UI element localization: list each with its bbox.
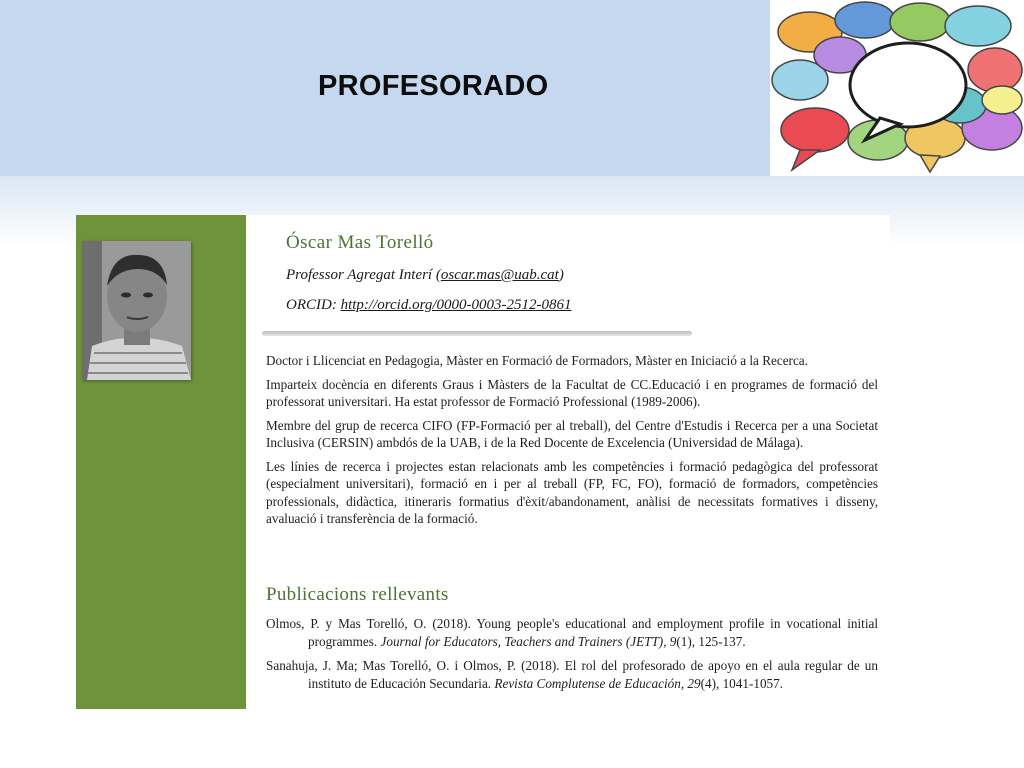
publications-list bbox=[266, 615, 878, 699]
profile-photo bbox=[82, 241, 191, 380]
bio-paragraph: Membre del grup de recerca CIFO (FP-Formació per al treball), del Centre d'Estudis i Recerca per a una Societat Inclusiva (CERSIN) ambdós de la UAB, i de la Red Docente de Excelencia (Universidad de Málaga). bbox=[266, 417, 878, 450]
email-link[interactable]: oscar.mas@uab.cat bbox=[440, 267, 559, 283]
divider bbox=[262, 331, 692, 336]
bio-paragraph: Les línies de recerca i projectes estan relacionats amb les competències i formació pedagògica del professorat (especialment universitari), formació en i per al treball (FP, FC, FO), formació de formadors, competències professionals, didàctica, itineraris formatius d'èxit/abandonament, anàlisi de necessitats formatives i disseny, avaluació i transferència de la formació. bbox=[266, 458, 878, 526]
speech-bubbles-icon bbox=[770, 0, 1024, 176]
publication-item bbox=[266, 657, 878, 692]
page-title: PROFESORADO bbox=[318, 70, 549, 102]
publication-journal: Revista Complutense de Educación, 29 bbox=[494, 675, 701, 691]
publications-heading: Publicacions rellevants bbox=[266, 584, 449, 605]
publication-item bbox=[266, 615, 878, 650]
profile-orcid bbox=[286, 297, 572, 314]
profile-role bbox=[286, 267, 564, 284]
role-close: ) bbox=[558, 267, 564, 283]
profile-card bbox=[76, 215, 890, 709]
publication-pages: (4), 1041-1057. bbox=[700, 675, 784, 691]
publication-authors: Olmos, P. y Mas Torelló, O. (2018). Young people's educational and employment profile in vocational initial programmes. bbox=[266, 616, 878, 649]
role-text: Professor Agregat Interí ( bbox=[286, 267, 441, 283]
green-sidebar bbox=[76, 215, 246, 709]
orcid-link[interactable]: http://orcid.org/0000-0003-2512-0861 bbox=[340, 297, 572, 313]
publication-journal: Journal for Educators, Teachers and Trainers (JETT), 9 bbox=[380, 633, 677, 649]
bio-paragraph: Doctor i Llicenciat en Pedagogia, Màster en Formació de Formadors, Màster en Iniciació a la Recerca. bbox=[266, 353, 808, 368]
header-band bbox=[0, 0, 770, 176]
publication-authors: Sanahuja, J. Ma; Mas Torelló, O. i Olmos, P. (2018). El rol del profesorado de apoyo en el aula regular de un instituto de Educación Secundaria. bbox=[266, 658, 878, 691]
bio-paragraph: Imparteix docència en diferents Graus i Màsters de la Facultat de CC.Educació i en programes de formació del professorat universitari. Ha estat professor de Formació Professional (1989-2006). bbox=[266, 376, 878, 409]
bio-section bbox=[266, 352, 878, 534]
publication-pages: (1), 125-137. bbox=[676, 633, 746, 649]
profile-name: Óscar Mas Torelló bbox=[286, 232, 434, 253]
orcid-label: ORCID: bbox=[286, 297, 341, 313]
